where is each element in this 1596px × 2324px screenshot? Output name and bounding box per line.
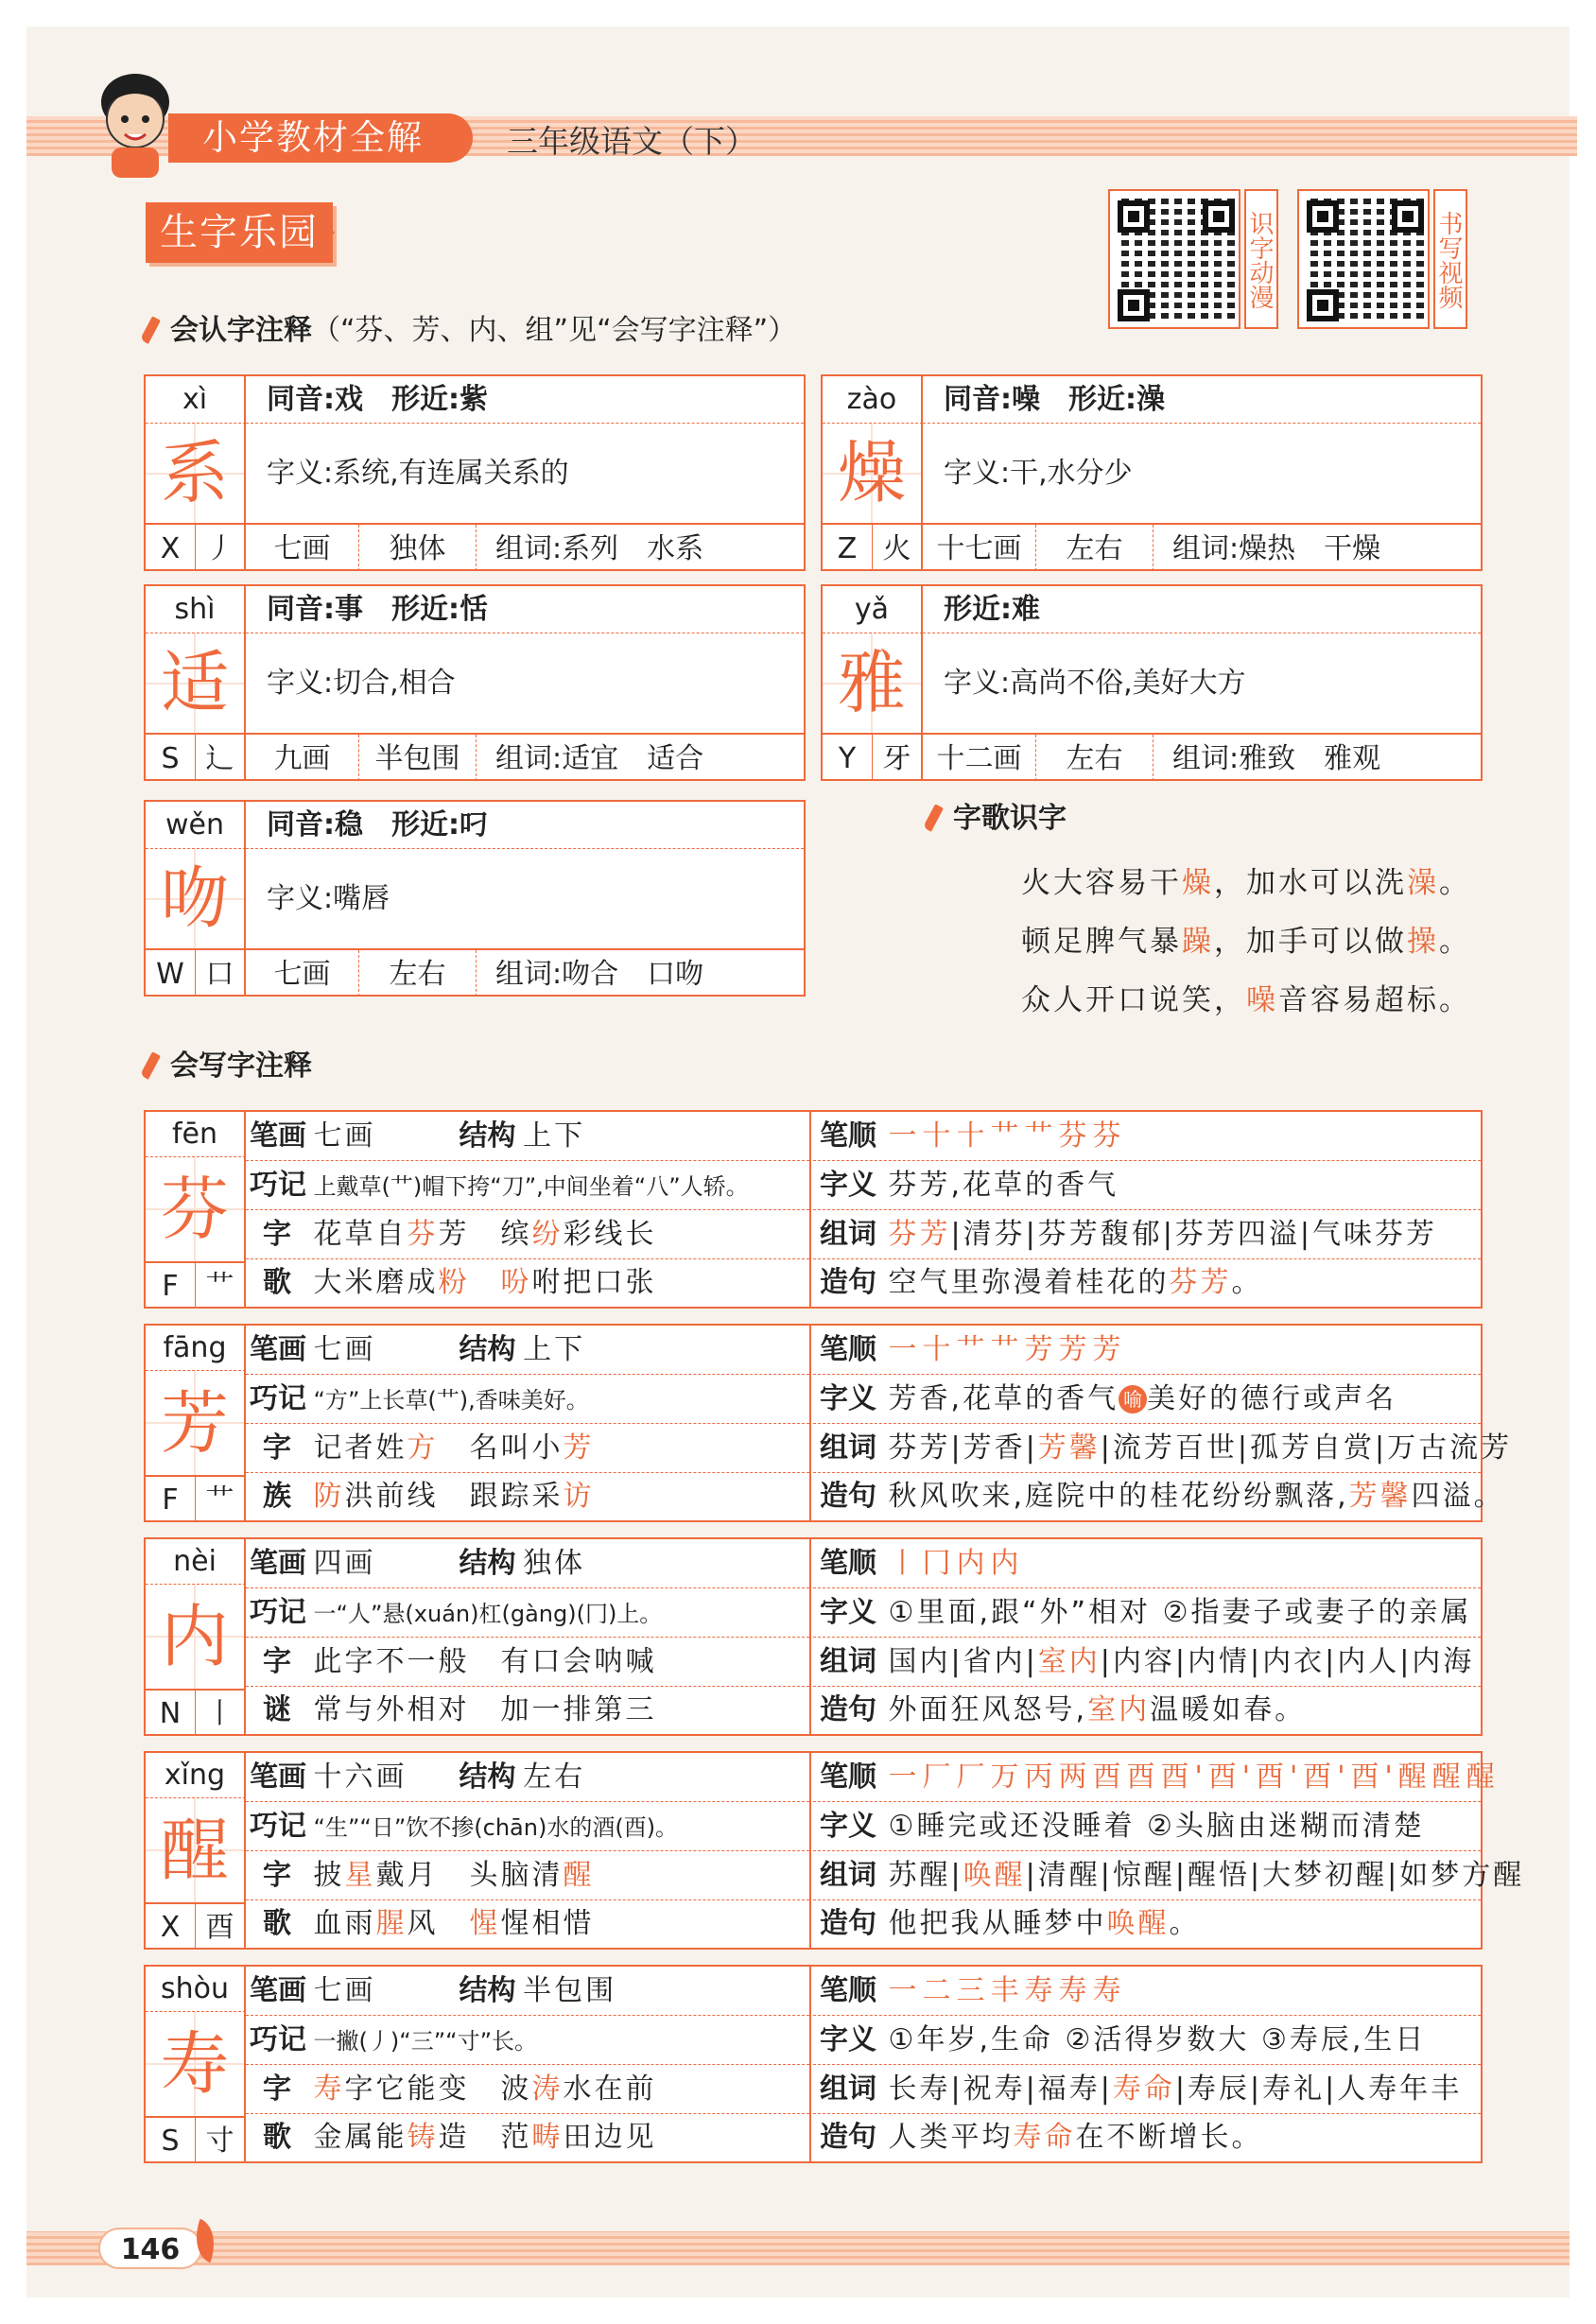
structure: 左右 bbox=[359, 950, 477, 997]
recognize-char-card bbox=[144, 584, 806, 781]
write-char-card bbox=[144, 1965, 1483, 2163]
rhyme-row: 歌 大米磨成粉 吩咐把口张 bbox=[263, 1266, 657, 1299]
stroke-order-row: 笔顺 一厂厂万丙两酉酉酉'酉'酉'酉'酉'醒醒醒 bbox=[813, 1753, 1481, 1802]
initial-letter: Z bbox=[823, 523, 873, 571]
recognize-char-card bbox=[144, 800, 806, 997]
write-char-card bbox=[144, 1537, 1483, 1736]
recognize-heading: 会认字注释（“芬、芳、内、组”见“会写字注释”） bbox=[146, 306, 796, 348]
strokes-structure-row: 笔画 四画 结构 独体 bbox=[246, 1539, 809, 1588]
big-character: 芬 bbox=[146, 1157, 246, 1261]
song-line: 顿足脾气暴躁，加手可以做操。 bbox=[1021, 925, 1471, 959]
word-list: 组词:燥热 干燥 bbox=[1172, 532, 1381, 565]
initial-letter: N bbox=[146, 1689, 196, 1736]
meaning: 字义:嘴唇 bbox=[267, 882, 390, 915]
meaning-row: 字义 芳香,花草的香气 喻 美好的德行或声名 bbox=[813, 1375, 1481, 1424]
structure: 独体 bbox=[359, 525, 477, 571]
rhyme-row: 字 披星戴月 头脑清醒 bbox=[246, 1851, 809, 1900]
pinyin: shòu bbox=[146, 1967, 246, 2012]
big-character: 适 bbox=[146, 633, 246, 733]
structure: 左右 bbox=[1036, 735, 1154, 781]
sentence-row: 造句 他把我从睡梦中唤醒。 bbox=[820, 1907, 1201, 1940]
strokes-structure-row: 笔画 十六画 结构 左右 bbox=[246, 1753, 809, 1802]
recognize-char-card bbox=[821, 374, 1483, 571]
rhyme-row: 字 记者姓方 名叫小芳 bbox=[246, 1424, 809, 1473]
word-list: 组词:雅致 雅观 bbox=[1172, 742, 1381, 775]
initial-letter: W bbox=[146, 948, 196, 997]
strokes-structure-row: 笔画 七画 结构 上下 bbox=[246, 1112, 809, 1161]
radical: 艹 bbox=[196, 1475, 246, 1522]
sentence-row: 造句 秋风吹来,庭院中的桂花纷纷飘落,芳馨四溢。 bbox=[820, 1480, 1505, 1513]
meaning-row: 字义 ①里面,跟“外”相对 ②指妻子或妻子的亲属 bbox=[813, 1588, 1481, 1638]
qr-label-video: 书写视频 bbox=[1433, 189, 1467, 329]
stroke-count: 七画 bbox=[246, 525, 359, 571]
meaning-row: 字义 ①年岁,生命 ②活得岁数大 ③寿辰,生日 bbox=[813, 2016, 1481, 2065]
sentence-row: 造句 外面狂风怒号,室内温暖如春。 bbox=[820, 1693, 1307, 1726]
pinyin: zào bbox=[823, 376, 923, 424]
pinyin: xǐng bbox=[146, 1753, 246, 1798]
stroke-count: 九画 bbox=[246, 735, 359, 781]
memory-tip-row: 巧记 “生”“日”饮不掺(chān)水的酒(酉)。 bbox=[246, 1802, 809, 1851]
initial-letter: F bbox=[146, 1475, 196, 1522]
initial-letter: X bbox=[146, 523, 196, 571]
pinyin: fēn bbox=[146, 1112, 246, 1157]
recognize-char-card bbox=[821, 584, 1483, 781]
stroke-order-row: 笔顺 一十艹艹芳芳芳 bbox=[813, 1326, 1481, 1375]
radical: 丿 bbox=[196, 523, 246, 571]
big-character: 吻 bbox=[146, 849, 246, 948]
initial-letter: F bbox=[146, 1261, 196, 1309]
words-row: 组词 国内|省内|室内|内容|内情|内衣|内人|内海 bbox=[813, 1638, 1481, 1687]
radical: 丨 bbox=[196, 1689, 246, 1736]
words-row: 组词 芬芳|清芬|芬芳馥郁|芬芳四溢|气味芬芳 bbox=[813, 1210, 1481, 1259]
qr-code-icon[interactable] bbox=[1297, 189, 1430, 329]
meaning-row: 字义 芬芳,花草的香气 bbox=[813, 1161, 1481, 1210]
qr-label-animation: 识字动漫 bbox=[1244, 189, 1278, 329]
song-heading: 字歌识字 bbox=[928, 794, 1067, 836]
radical: 酉 bbox=[196, 1902, 246, 1950]
structure: 左右 bbox=[1036, 525, 1154, 571]
pen-icon bbox=[140, 1051, 161, 1079]
page-number: 146 bbox=[98, 2228, 202, 2269]
words-row: 组词 芬芳|芳香|芳馨|流芳百世|孤芳自赏|万古流芳 bbox=[813, 1424, 1481, 1473]
words-row: 组词 苏醒|唤醒|清醒|惊醒|醒悟|大梦初醒|如梦方醒 bbox=[813, 1851, 1481, 1900]
section-title: 生字乐园 bbox=[146, 202, 333, 263]
write-heading: 会写字注释 bbox=[146, 1042, 312, 1084]
brand-title: 小学教材全解 bbox=[168, 113, 473, 163]
stroke-order-row: 笔顺 一二三丰寿寿寿 bbox=[813, 1967, 1481, 2016]
rhyme-row: 族 防洪前线 跟踪采访 bbox=[263, 1480, 595, 1513]
meaning: 字义:切合,相合 bbox=[267, 667, 456, 700]
meaning-row: 字义 ①睡完或还没睡着 ②头脑由迷糊而清楚 bbox=[813, 1802, 1481, 1851]
page bbox=[26, 26, 1570, 2298]
footer-stripe bbox=[26, 2231, 1570, 2265]
strokes-structure-row: 笔画 七画 结构 半包围 bbox=[246, 1967, 809, 2016]
initial-letter: Y bbox=[823, 733, 873, 781]
rhyme-row: 谜 常与外相对 加一排第三 bbox=[263, 1693, 657, 1726]
recognize-char-card bbox=[144, 374, 806, 571]
book-subject: 三年级语文（下） bbox=[507, 123, 756, 160]
song-line: 众人开口说笑，噪音容易超标。 bbox=[1021, 983, 1471, 1017]
homophone-similar: 同音:噪 形近:澡 bbox=[923, 376, 1481, 424]
radical: 寸 bbox=[196, 2116, 246, 2163]
homophone-similar: 同音:戏 形近:紫 bbox=[246, 376, 804, 424]
pinyin: xì bbox=[146, 376, 246, 424]
word-list: 组词:系列 水系 bbox=[495, 532, 704, 565]
pinyin: shì bbox=[146, 586, 246, 633]
pen-icon bbox=[140, 316, 161, 343]
qr-code-icon[interactable] bbox=[1108, 189, 1240, 329]
stroke-order-row: 笔顺 丨冂内内 bbox=[813, 1539, 1481, 1588]
stroke-count: 十二画 bbox=[923, 735, 1036, 781]
big-character: 醒 bbox=[146, 1798, 246, 1902]
homophone-similar: 同音:事 形近:恬 bbox=[246, 586, 804, 633]
word-list: 组词:吻合 口吻 bbox=[495, 958, 704, 991]
words-row: 组词 长寿|祝寿|福寿|寿命|寿辰|寿礼|人寿年丰 bbox=[813, 2065, 1481, 2114]
meaning: 字义:系统,有连属关系的 bbox=[267, 457, 569, 490]
structure: 半包围 bbox=[359, 735, 477, 781]
memory-tip-row: 巧记 “方”上长草(艹),香味美好。 bbox=[246, 1375, 809, 1424]
memory-tip-row: 巧记 一撇(丿)“三”“寸”长。 bbox=[246, 2016, 809, 2065]
radical: 牙 bbox=[873, 733, 923, 781]
big-character: 芳 bbox=[146, 1371, 246, 1475]
word-list: 组词:适宜 适合 bbox=[495, 742, 704, 775]
radical: 辶 bbox=[196, 733, 246, 781]
initial-letter: X bbox=[146, 1902, 196, 1950]
pen-icon bbox=[923, 804, 944, 831]
rhyme-row: 字 花草自芬芳 缤纷彩线长 bbox=[246, 1210, 809, 1259]
rhyme-row: 歌 血雨腥风 惺惺相惜 bbox=[263, 1907, 595, 1940]
memory-tip-row: 巧记 上戴草(艹)帽下挎“刀”,中间坐着“八”人轿。 bbox=[246, 1161, 809, 1210]
sentence-row: 造句 空气里弥漫着桂花的芬芳。 bbox=[820, 1266, 1263, 1299]
big-character: 雅 bbox=[823, 633, 923, 733]
initial-letter: S bbox=[146, 733, 196, 781]
meaning: 字义:干,水分少 bbox=[944, 457, 1133, 490]
song-line: 火大容易干燥，加水可以洗澡。 bbox=[1021, 866, 1471, 900]
homophone-similar: 形近:难 bbox=[923, 586, 1481, 633]
big-character: 寿 bbox=[146, 2012, 246, 2116]
radical: 艹 bbox=[196, 1261, 246, 1309]
stroke-count: 十七画 bbox=[923, 525, 1036, 571]
rhyme-row: 歌 金属能铸造 范畴田边见 bbox=[263, 2121, 657, 2154]
memory-tip-row: 巧记 一“人”悬(xuán)杠(gàng)(冂)上。 bbox=[246, 1588, 809, 1638]
pinyin: wěn bbox=[146, 802, 246, 849]
rhyme-row: 字 此字不一般 有口会呐喊 bbox=[246, 1638, 809, 1687]
pinyin: nèi bbox=[146, 1539, 246, 1585]
sentence-row: 造句 人类平均寿命在不断增长。 bbox=[820, 2121, 1263, 2154]
big-character: 内 bbox=[146, 1585, 246, 1689]
big-character: 系 bbox=[146, 424, 246, 523]
write-char-card bbox=[144, 1110, 1483, 1309]
write-char-card bbox=[144, 1751, 1525, 1950]
pinyin: fāng bbox=[146, 1326, 246, 1371]
stroke-order-row: 笔顺 一十十艹艹芬芬 bbox=[813, 1112, 1481, 1161]
initial-letter: S bbox=[146, 2116, 196, 2163]
write-char-card bbox=[144, 1324, 1513, 1522]
rhyme-row: 字 寿字它能变 波涛水在前 bbox=[246, 2065, 809, 2114]
homophone-similar: 同音:稳 形近:叼 bbox=[246, 802, 804, 849]
meaning: 字义:高尚不俗,美好大方 bbox=[944, 667, 1246, 700]
big-character: 燥 bbox=[823, 424, 923, 523]
radical: 火 bbox=[873, 523, 923, 571]
radical: 口 bbox=[196, 948, 246, 997]
pinyin: yǎ bbox=[823, 586, 923, 633]
strokes-structure-row: 笔画 七画 结构 上下 bbox=[246, 1326, 809, 1375]
stroke-count: 七画 bbox=[246, 950, 359, 997]
